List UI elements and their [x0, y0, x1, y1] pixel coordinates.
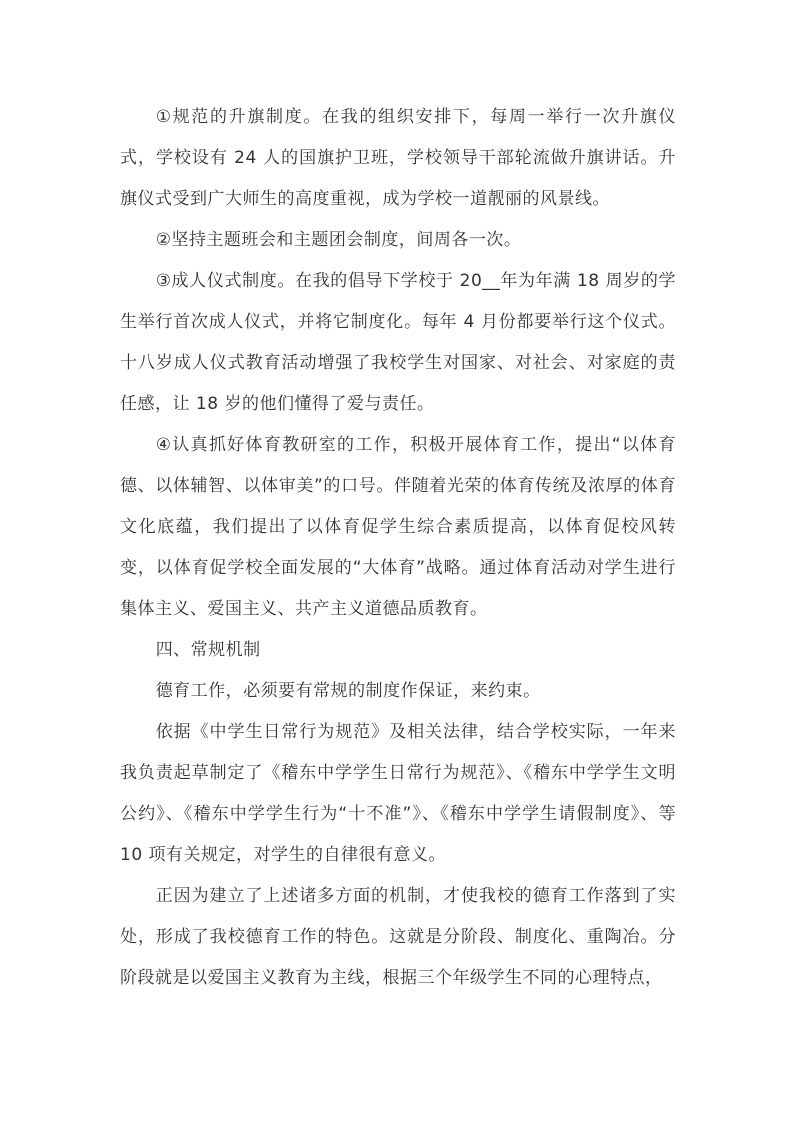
- paragraph-sports-work: ④认真抓好体育教研室的工作，积极开展体育工作，提出“以体育德、以体辅智、以体审美”的口号。伴随着光荣的体育传统及浓厚的体育文化底蕴，我们提出了以体育促学生综合素质提高，以体育促校风转变，以体育促学校全面发展的“大体育”战略。通过体育活动对学生进行集体主义、爱国主义、共产主义道德品质教育。: [120, 435, 676, 619]
- section-heading-routine-mechanism: 四、常规机制: [155, 640, 261, 660]
- paragraph-characteristics: 正因为建立了上述诸多方面的机制，才使我校的德育工作落到了实处，形成了我校德育工作的特色。这就是分阶段、制度化、重陶冶。分阶段就是以爱国主义教育为主线，根据三个年级学生不同的心理特点，: [120, 886, 676, 988]
- paragraph-adult-ceremony: ③成人仪式制度。在我的倡导下学校于 20__年为年满 18 周岁的学生举行首次成人仪式，并将它制度化。每年 4 月份都要举行这个仪式。十八岁成人仪式教育活动增强了我校学生对国家、对社会、对家庭的责任感，让 18 岁的他们懂得了爱与责任。: [120, 271, 676, 414]
- paragraph-regulations: 依据《中学生日常行为规范》及相关法律，结合学校实际，一年来我负责起草制定了《稽东中学学生日常行为规范》、《稽东中学学生文明公约》、《稽东中学学生行为“十不准”》、《稽东中学学生请假制度》、等 10 项有关规定，对学生的自律很有意义。: [120, 722, 676, 865]
- paragraph-moral-education-intro: 德育工作，必须要有常规的制度作保证，来约束。: [155, 681, 541, 701]
- paragraph-theme-meetings: ②坚持主题班会和主题团会制度，间周各一次。: [155, 230, 522, 250]
- document-body: [120, 97, 676, 999]
- paragraph-flag-raising: ①规范的升旗制度。在我的组织安排下，每周一举行一次升旗仪式，学校设有 24 人的国旗护卫班，学校领导干部轮流做升旗讲话。升旗仪式受到广大师生的高度重视，成为学校一道靓丽的风景线。: [120, 107, 676, 209]
